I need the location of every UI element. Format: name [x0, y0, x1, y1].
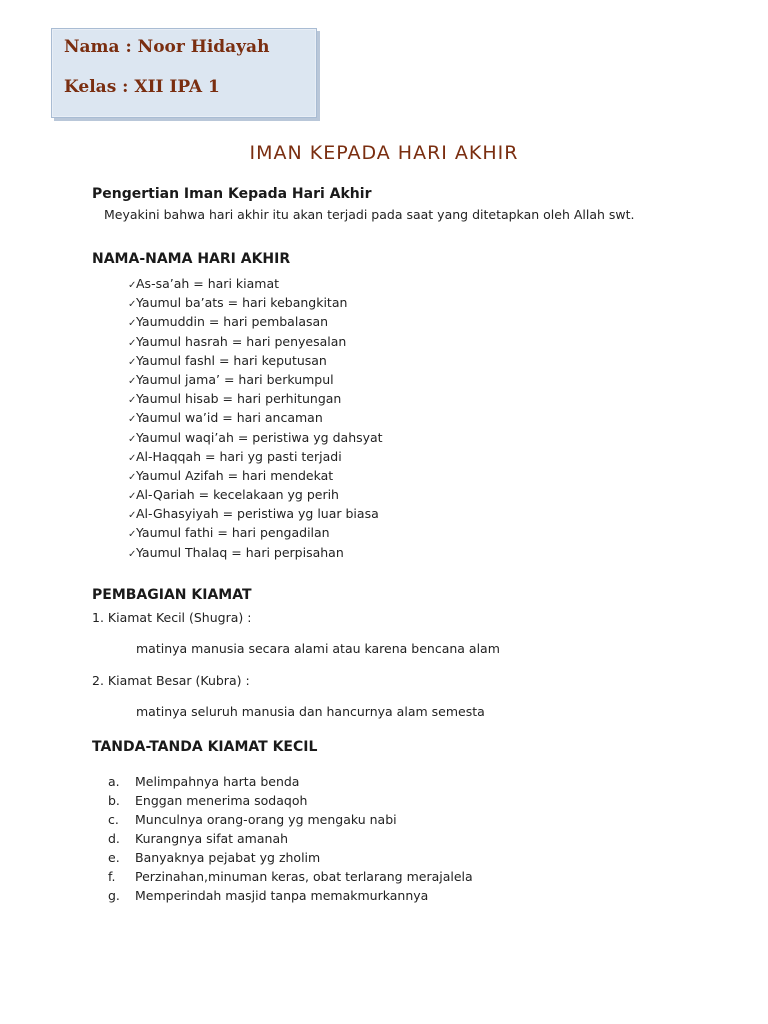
signs-list-marker: g. [108, 888, 120, 903]
signs-list-item-text: Memperindah masjid tanpa memakmurkannya [135, 888, 429, 903]
division-heading: PEMBAGIAN KIAMAT [92, 587, 252, 603]
names-list-item [128, 351, 383, 370]
names-list-item-text: Al-Qariah = kecelakaan yg perih [136, 487, 339, 503]
names-list-item [128, 293, 383, 312]
signs-list-item [108, 886, 473, 905]
names-list-item [128, 408, 383, 427]
names-list-item-text: Yaumul fathi = hari pengadilan [136, 525, 330, 541]
definition-text: Meyakini bahwa hari akhir itu akan terjadi pada saat yang ditetapkan oleh Allah swt. [104, 207, 635, 222]
names-list-item-text: Yaumul hasrah = hari penyesalan [136, 333, 347, 349]
signs-list-marker: b. [108, 793, 120, 808]
division-item-2-label: 2. Kiamat Besar (Kubra) : [92, 673, 250, 688]
signs-list-item [108, 867, 473, 886]
names-list-item-text: Yaumul hisab = hari perhitungan [136, 391, 342, 407]
signs-list-item [108, 772, 473, 791]
student-info-box [51, 28, 317, 118]
names-list-item [128, 312, 383, 331]
signs-list-item-text: Munculnya orang-orang yg mengaku nabi [135, 812, 397, 827]
checkmark-icon: ✓ [128, 414, 137, 426]
names-list-item-text: Yaumuddin = hari pembalasan [136, 314, 329, 330]
names-list-item-text: Al-Haqqah = hari yg pasti terjadi [136, 448, 342, 464]
checkmark-icon: ✓ [128, 299, 137, 311]
page-title: IMAN KEPADA HARI AKHIR [249, 142, 519, 164]
names-list-item [128, 389, 383, 408]
checkmark-icon: ✓ [128, 280, 137, 291]
signs-list-item-text: Melimpahnya harta benda [135, 774, 300, 789]
checkmark-icon: ✓ [128, 529, 137, 541]
names-list-item [128, 523, 383, 542]
signs-list-marker: e. [108, 850, 120, 865]
names-list-item-text: Al-Ghasyiyah = peristiwa yg luar biasa [136, 506, 379, 522]
signs-list-marker: c. [108, 812, 119, 827]
signs-list-marker: a. [108, 774, 120, 789]
checkmark-icon: ✓ [128, 471, 137, 483]
names-list-item-text: As-sa’ah = hari kiamat [136, 276, 279, 291]
checkmark-icon: ✓ [128, 395, 137, 407]
division-item-1-label: 1. Kiamat Kecil (Shugra) : [92, 610, 252, 625]
names-heading: NAMA-NAMA HARI AKHIR [92, 251, 291, 267]
signs-list-item-text: Perzinahan,minuman keras, obat terlarang merajalela [135, 869, 473, 884]
signs-list-marker: f. [108, 869, 116, 884]
signs-list-item [108, 791, 473, 810]
signs-list-item [108, 829, 473, 848]
signs-list-item-text: Kurangnya sifat amanah [135, 831, 289, 846]
names-list-item-text: Yaumul waqi’ah = peristiwa yg dahsyat [136, 429, 383, 445]
student-class: Kelas : XII IPA 1 [64, 77, 220, 97]
signs-list-item [108, 810, 473, 829]
checkmark-icon: ✓ [128, 510, 137, 522]
checkmark-icon: ✓ [128, 548, 137, 560]
division-item-2-desc: matinya seluruh manusia dan hancurnya alam semesta [136, 704, 485, 719]
names-list-item-text: Yaumul jama’ = hari berkumpul [136, 371, 334, 387]
names-list-item-text: Yaumul fashl = hari keputusan [136, 352, 327, 368]
names-list-item [128, 485, 383, 504]
signs-list [108, 772, 473, 905]
checkmark-icon: ✓ [128, 491, 137, 503]
checkmark-icon: ✓ [128, 318, 137, 330]
checkmark-icon: ✓ [128, 356, 137, 368]
names-list-item-text: Yaumul ba’ats = hari kebangkitan [136, 295, 348, 311]
names-list-item [128, 332, 383, 351]
names-list-item [128, 543, 383, 562]
signs-heading: TANDA-TANDA KIAMAT KECIL [92, 739, 318, 755]
names-list-item [128, 504, 383, 523]
checkmark-icon: ✓ [128, 452, 137, 464]
names-list-item [128, 428, 383, 447]
names-list-item [128, 370, 383, 389]
checkmark-icon: ✓ [128, 375, 137, 387]
signs-list-item [108, 848, 473, 867]
names-list-item [128, 466, 383, 485]
checkmark-icon: ✓ [128, 433, 137, 445]
names-list [128, 274, 383, 562]
names-list-item [128, 447, 383, 466]
signs-list-marker: d. [108, 831, 120, 846]
signs-list-item-text: Banyaknya pejabat yg zholim [135, 850, 321, 865]
names-list-item-text: Yaumul wa’id = hari ancaman [136, 410, 323, 426]
division-item-1-desc: matinya manusia secara alami atau karena bencana alam [136, 641, 500, 656]
names-list-item-text: Yaumul Thalaq = hari perpisahan [136, 544, 344, 560]
checkmark-icon: ✓ [128, 337, 137, 349]
names-list-item [128, 274, 383, 293]
definition-heading: Pengertian Iman Kepada Hari Akhir [92, 186, 372, 202]
signs-list-item-text: Enggan menerima sodaqoh [135, 793, 308, 808]
names-list-item-text: Yaumul Azifah = hari mendekat [136, 467, 334, 483]
student-name: Nama : Noor Hidayah [64, 37, 270, 57]
